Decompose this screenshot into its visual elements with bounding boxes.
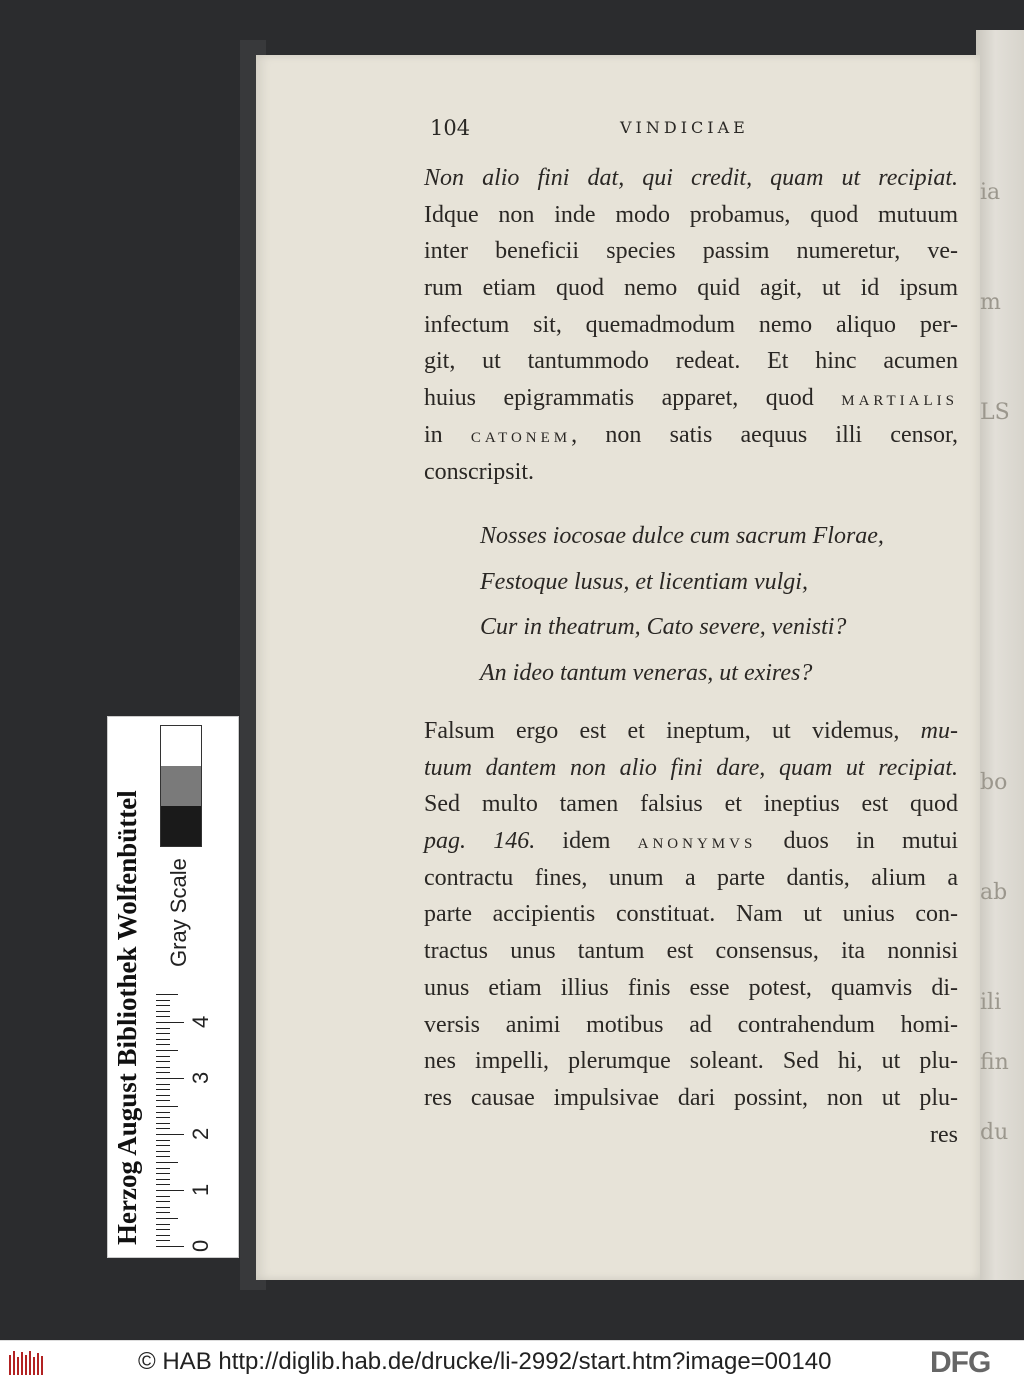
dfg-logo: DFG [930, 1346, 991, 1379]
verse-line: An ideo tantum veneras, ut exires? [480, 659, 813, 686]
scale-tick [156, 1078, 184, 1079]
scale-tick [156, 1128, 170, 1129]
body-text-block-2 [424, 713, 958, 1117]
scale-tick [156, 1044, 170, 1045]
scale-tick [156, 1050, 178, 1051]
scale-tick [156, 1039, 170, 1040]
scale-tick [156, 1056, 170, 1057]
scale-tick [156, 1229, 170, 1230]
text-line [424, 454, 958, 491]
text-segment: tractus unus tantum est consensus, ita nonnisi [424, 938, 958, 965]
text-segment: parte accipientis constituat. Nam ut unius con- [424, 901, 958, 928]
gray-patch [161, 806, 201, 846]
gray-patch [161, 726, 201, 766]
scale-tick [156, 1134, 184, 1135]
text-segment: Non alio fini dat, qui credit, quam ut recipiat. [424, 165, 958, 191]
hab-barcode-logo-icon [8, 1349, 46, 1377]
verse-line: Cur in theatrum, Cato severe, venisti? [480, 614, 847, 640]
page-number: 104 [430, 116, 471, 140]
scale-tick [156, 1207, 170, 1208]
text-segment: in [424, 421, 471, 448]
text-segment: Falsum ergo est et ineptum, ut videmus, [424, 718, 921, 744]
text-line [424, 307, 958, 344]
gray-scale-patches [160, 725, 202, 847]
scale-number: 3 [188, 1071, 213, 1084]
scale-tick [156, 1123, 170, 1124]
text-segment: git, ut tantummodo redeat. Et hinc acumen [424, 348, 958, 375]
text-line [424, 896, 958, 933]
text-segment: huius epigrammatis apparet, quod [424, 385, 842, 412]
scale-tick [156, 1028, 170, 1029]
scale-tick [156, 1022, 184, 1023]
text-segment: pag. 146. [424, 828, 536, 855]
scale-tick [156, 1162, 178, 1163]
scale-tick [156, 1196, 170, 1197]
scale-tick [156, 1016, 170, 1017]
scale-tick [156, 1212, 170, 1213]
text-segment: contractu fines, unum a parte dantis, alium a [424, 864, 958, 891]
text-line [424, 1080, 958, 1117]
scale-tick [156, 1061, 170, 1062]
text-line [424, 1007, 958, 1044]
scale-tick [156, 1151, 170, 1152]
scale-tick [156, 1089, 170, 1090]
text-line [424, 933, 958, 970]
scale-tick [156, 1084, 170, 1085]
scale-tick [156, 1011, 170, 1012]
scale-tick [156, 1168, 170, 1169]
text-segment: versis animi motibus ad contrahendum homi- [424, 1011, 958, 1038]
scale-tick [156, 1218, 178, 1219]
scale-tick [156, 1106, 178, 1107]
text-line [424, 860, 958, 897]
text-segment: mu- [920, 718, 958, 744]
text-segment: inter beneficii species passim numeretur, ve- [424, 238, 958, 265]
text-line [424, 786, 958, 823]
body-text-block-1 [424, 160, 958, 490]
text-line [424, 970, 958, 1007]
scale-tick [156, 1033, 170, 1034]
text-segment: res causae impulsivae dari possint, non ut plu- [424, 1084, 958, 1111]
scale-tick [156, 1190, 184, 1191]
next-page-edge: ia m LS bo ab ili fin du [976, 30, 1024, 1280]
text-segment: nes impelli, plerumque soleant. Sed hi, ut plu- [424, 1048, 958, 1075]
scale-tick [156, 1112, 170, 1113]
text-line [424, 270, 958, 307]
verse-line: Festoque lusus, et licentiam vulgi, [480, 568, 808, 595]
scale-tick [156, 1100, 170, 1101]
color-reference-ruler [107, 716, 239, 1258]
scale-number: 4 [188, 1015, 213, 1028]
text-segment: CATONEM [470, 429, 572, 446]
text-segment: conscripsit. [424, 458, 534, 485]
text-line [424, 1043, 958, 1080]
text-segment: Sed multo tamen falsius et ineptius est quod [424, 791, 958, 818]
library-name: Herzog August Bibliothek Wolfenbüttel [112, 790, 142, 1245]
scale-tick [156, 994, 178, 995]
gray-patch [161, 766, 201, 806]
scale-tick [156, 1156, 170, 1157]
text-line [424, 823, 958, 860]
scale-tick [156, 1179, 170, 1180]
scale-tick [156, 1067, 170, 1068]
text-segment: infectum sit, quemadmodum nemo aliquo per- [424, 311, 958, 338]
scale-tick [156, 1235, 170, 1236]
scale-tick [156, 1246, 184, 1247]
scale-tick [156, 1140, 170, 1141]
scale-number: 1 [188, 1183, 213, 1196]
text-line [424, 417, 958, 454]
scale-tick [156, 1173, 170, 1174]
copyright-link[interactable]: © HAB http://diglib.hab.de/drucke/li-2992/start.htm?image=00140 [138, 1348, 832, 1375]
scale-tick [156, 1240, 170, 1241]
text-segment: Idque non inde modo probamus, quod mutuum [424, 201, 958, 228]
scale-tick [156, 1117, 170, 1118]
text-line [424, 233, 958, 270]
text-line [424, 713, 958, 750]
scale-tick [156, 1201, 170, 1202]
text-segment: rum etiam quod nemo quid agit, ut id ipsum [424, 275, 958, 302]
scale-tick [156, 1095, 170, 1096]
text-line [424, 160, 958, 197]
text-segment: unus etiam illius finis esse potest, quamvis di- [424, 974, 958, 1001]
scale-number: 0 [188, 1239, 213, 1252]
text-line [424, 380, 958, 417]
page-header [430, 116, 970, 146]
verse-line: Nosses iocosae dulce cum sacrum Florae, [480, 523, 884, 549]
catchword: res [930, 1122, 958, 1148]
footer-bar [0, 1340, 1024, 1386]
scale-tick [156, 1072, 170, 1073]
scale-tick [156, 1145, 170, 1146]
scale-tick [156, 1005, 170, 1006]
text-segment: tuum dantem non alio fini dare, quam ut recipiat. [424, 754, 958, 781]
scale-tick [156, 1184, 170, 1185]
text-segment: MARTIALIS [841, 393, 958, 410]
running-title: VINDICIAE [620, 118, 749, 137]
text-line [424, 197, 958, 234]
text-line [424, 343, 958, 380]
gray-scale-label: Gray Scale [166, 858, 191, 967]
text-segment: ANONYMVS [637, 836, 757, 853]
text-segment: idem [535, 828, 638, 855]
text-segment: duos in mutui [756, 828, 958, 855]
scale-tick [156, 1000, 170, 1001]
cm-scale [156, 977, 216, 1252]
text-segment: , non satis aequus illi censor, [571, 421, 958, 448]
scale-number: 2 [188, 1127, 213, 1140]
text-line [424, 750, 958, 787]
verse-quotation [480, 514, 920, 696]
scale-tick [156, 1224, 170, 1225]
